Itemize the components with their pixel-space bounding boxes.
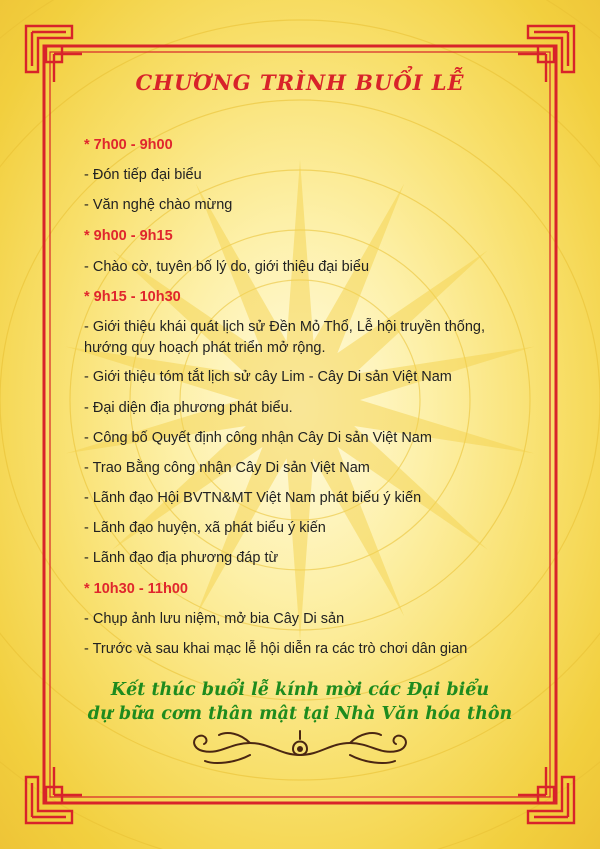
program-item: - Lãnh đạo huyện, xã phát biểu ý kiến — [84, 520, 326, 536]
time-slot-1: * 7h00 - 9h00 — [84, 137, 173, 153]
program-item: - Giới thiệu khái quát lịch sử Đền Mỏ Thổ, Lễ hội truyền thống, hướng quy hoạch phát triển mở rộng. — [84, 319, 485, 356]
program-item: - Lãnh đạo địa phương đáp từ — [84, 550, 279, 566]
page-title: CHƯƠNG TRÌNH BUỔI LỄ — [135, 70, 465, 95]
closing-line-1: Kết thúc buổi lễ kính mời các Đại biểu — [110, 680, 490, 700]
program-item: - Đại diện địa phương phát biểu. — [84, 400, 293, 416]
program-item: - Lãnh đạo Hội BVTN&MT Việt Nam phát biểu ý kiến — [84, 490, 422, 506]
program-item: - Đón tiếp đại biểu — [84, 167, 202, 183]
time-slot-3: * 9h15 - 10h30 — [84, 289, 181, 305]
time-slot-2: * 9h00 - 9h15 — [84, 228, 173, 244]
program-item: - Giới thiệu tóm tắt lịch sử cây Lim - Cây Di sản Việt Nam — [84, 369, 452, 385]
program-item: - Chào cờ, tuyên bố lý do, giới thiệu đại biểu — [84, 259, 370, 275]
program-item: - Trao Bằng công nhận Cây Di sản Việt Nam — [84, 460, 370, 476]
time-slot-4: * 10h30 - 11h00 — [84, 581, 188, 597]
program-item: - Văn nghệ chào mừng — [84, 197, 233, 213]
program-item: - Trước và sau khai mạc lễ hội diễn ra các trò chơi dân gian — [84, 641, 468, 657]
closing-line-2: dự bữa cơm thân mật tại Nhà Văn hóa thôn — [87, 704, 513, 724]
program-item: - Công bố Quyết định công nhận Cây Di sản Việt Nam — [84, 430, 432, 446]
scroll-ornament-icon — [175, 725, 425, 775]
program-item: - Chụp ảnh lưu niệm, mở bia Cây Di sản — [84, 611, 345, 627]
